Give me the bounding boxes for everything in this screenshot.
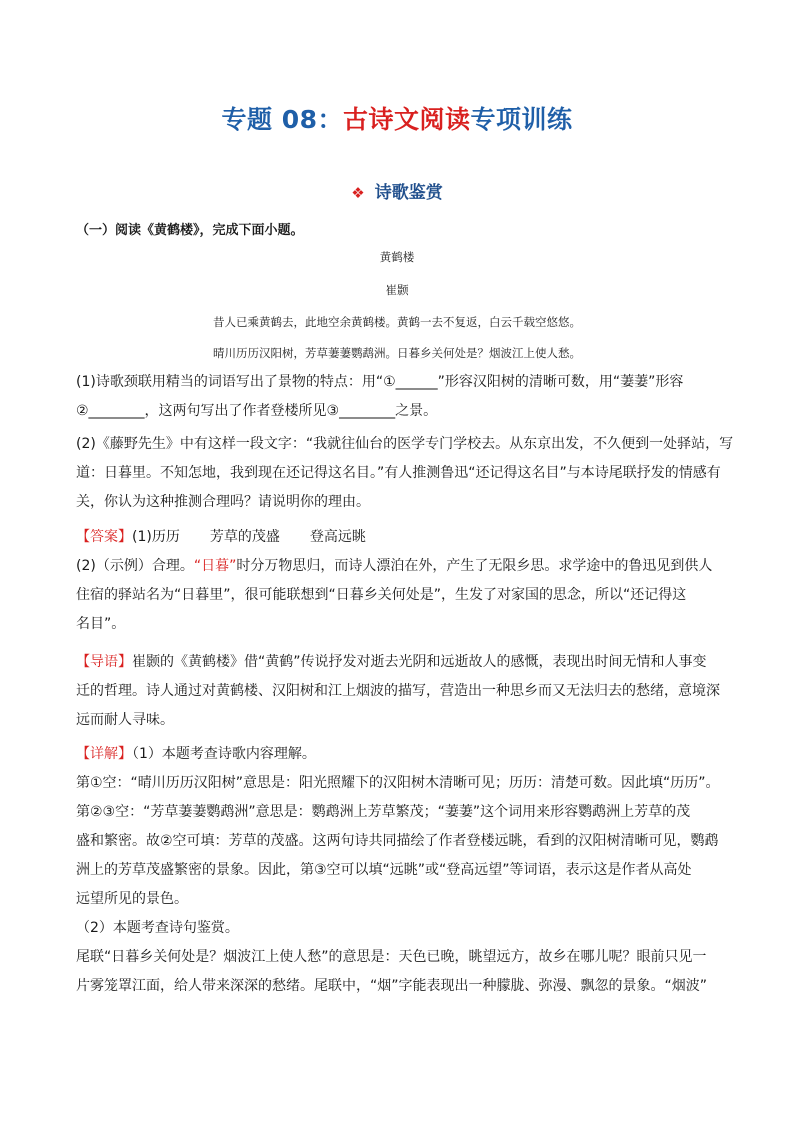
title-highlight: 古诗文阅读: [342, 105, 471, 134]
poem-title: 黄鹤楼: [379, 250, 415, 264]
poem-line-1: 昔人已乘黄鹤去，此地空余黄鹤楼。黄鹤一去不复返，白云千载空悠悠。: [213, 315, 581, 329]
answer-2-highlight: “日暮”: [193, 558, 237, 574]
answer-1-part-3: 登高远眺: [309, 529, 366, 545]
poem-line-2: 晴川历历汉阳树，芳草萋萋鹦鹉洲。日暮乡关何处是？烟波江上使人愁。: [213, 346, 581, 360]
section-label: 诗歌鉴赏: [374, 183, 443, 203]
q2-line-3: 关，你认为这种推测合理吗？请说明你的理由。: [76, 494, 370, 510]
detail-line-1: （1）本题考查诗歌内容理解。: [132, 746, 316, 762]
detail-line-5: 洲上的芳草茂盛繁密的景象。因此，第③空可以填“远眺”或“登高远望”等词语，表示这是作者从高处: [76, 862, 692, 878]
title-suffix: 专项训练: [470, 105, 573, 134]
section-heading: [0, 178, 794, 203]
detail-line-8: 尾联“日暮乡关何处是？烟波江上使人愁”的意思是：天色已晚，眺望远方，故乡在哪儿呢？眼前只见一: [76, 949, 707, 965]
answer-1-number: (1): [132, 529, 152, 545]
detail-line-6: 远望所见的景色。: [76, 891, 188, 907]
guide-line-1: 崔颢的《黄鹤楼》借“黄鹤”传说抒发对逝去光阴和远逝故人的感慨，表现出时间无情和人事变: [132, 654, 707, 670]
detail-tag: 【详解】: [76, 746, 132, 762]
question-header: （一）阅读《黄鹤楼》，完成下面小题。: [76, 223, 304, 238]
answer-2-prefix: (2)（示例）合理。: [76, 558, 194, 574]
answer-tag: 【答案】: [76, 529, 132, 545]
question-1: [76, 368, 736, 426]
guide-tag: 【导语】: [76, 654, 132, 670]
answer-1-part-2: 芳草的茂盛: [209, 529, 280, 545]
answer-2-line-2: 住宿的驿站名为“日暮里”，很可能联想到“日暮乡关何处是”，生发了对家国的思念，所以“还记得这: [76, 587, 687, 603]
q1-line-1: (1)诗歌颈联用精当的词语写出了景物的特点：用“①______”形容汉阳树的清晰可数，用“萋萋”形容: [76, 374, 684, 390]
detail-line-2: 第①空：“晴川历历汉阳树”意思是：阳光照耀下的汉阳树木清晰可见；历历：清楚可数。因此填“历历”。: [76, 775, 720, 791]
detail-block: [76, 740, 736, 1001]
detail-line-3: 第②③空：“芳草萋萋鹦鹉洲”意思是：鹦鹉洲上芳草繁茂；“萋萋”这个词用来形容鹦鹉洲上芳草的茂: [76, 804, 691, 820]
q1-line-2: ②________，这两句写出了作者登楼所见③________之景。: [76, 403, 438, 419]
q2-line-1: (2)《藤野先生》中有这样一段文字：“我就往仙台的医学专门学校去。从东京出发，不久便到一处驿站，写: [76, 436, 734, 452]
detail-line-9: 片雾笼罩江面，给人带来深深的愁绪。尾联中，“烟”字能表现出一种朦胧、弥漫、飘忽的景象。“烟波”: [76, 978, 708, 994]
answer-2-line-1: 时分万物思归，而诗人漂泊在外，产生了无限乡思。求学途中的鲁迅见到供人: [236, 558, 713, 574]
title-prefix: 专题 08：: [221, 105, 343, 134]
detail-line-4: 盛和繁密。故②空可填：芳草的茂盛。这两句诗共同描绘了作者登楼远眺，看到的汉阳树清晰可见，鹦鹉: [76, 833, 719, 849]
poem-author: 崔颢: [385, 283, 409, 297]
answer-2-line-3: 名目”。: [76, 616, 126, 632]
guide-line-3: 远而耐人寻味。: [76, 712, 174, 728]
q2-line-2: 道：日暮里。不知怎地，我到现在还记得这名目。”有人推测鲁迅“还记得这名目”与本诗尾联抒发的情感有: [76, 465, 721, 481]
diamond-icon: ❖: [351, 184, 365, 202]
guide-line-2: 迁的哲理。诗人通过对黄鹤楼、汉阳树和江上烟波的描写，营造出一种思乡而又无法归去的愁绪，意境深: [76, 683, 720, 699]
guide-block: [76, 648, 736, 735]
answer-1-part-1: 历历: [151, 529, 180, 545]
question-2: [76, 430, 736, 517]
answer-block: [76, 523, 736, 639]
detail-line-7: （2）本题考查诗句鉴赏。: [76, 920, 239, 936]
page-title: [0, 100, 794, 136]
